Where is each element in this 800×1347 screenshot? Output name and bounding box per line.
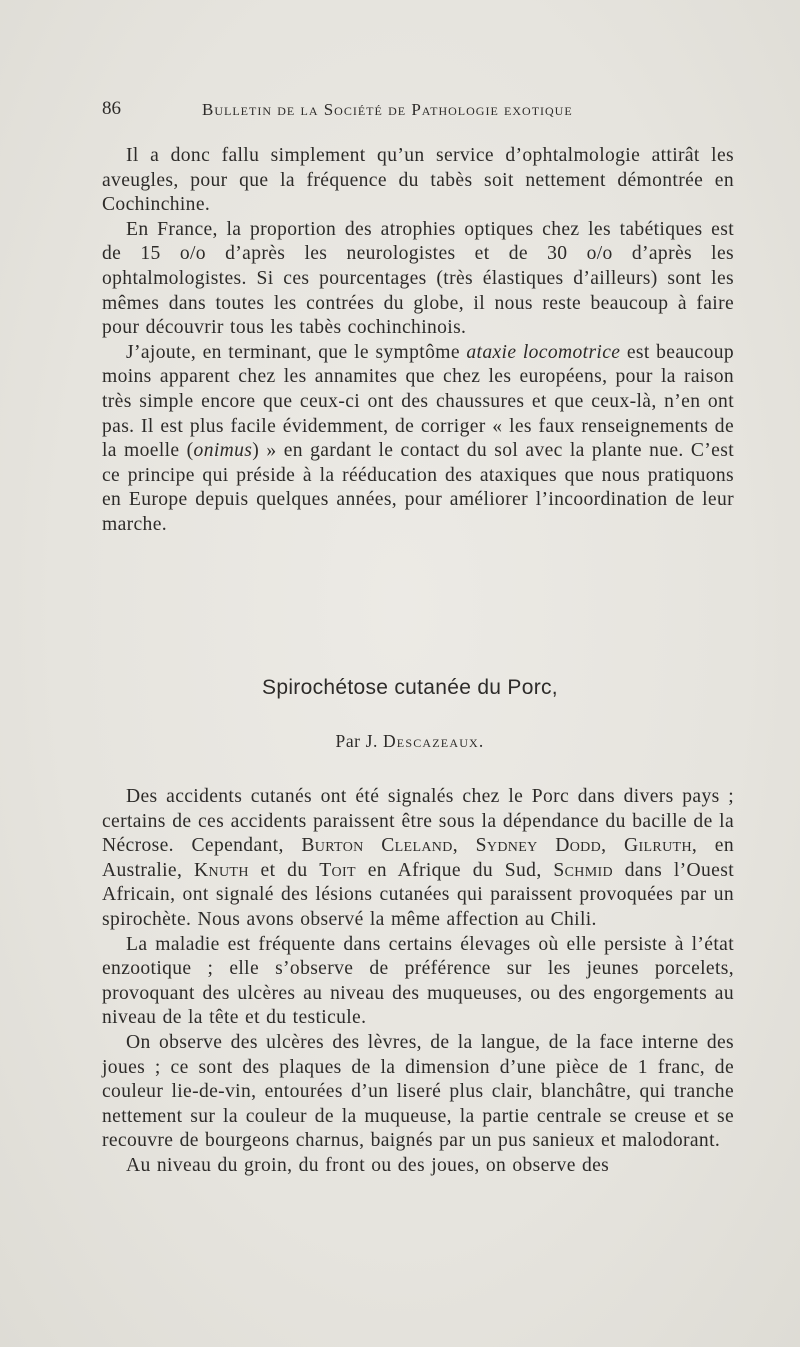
author-name: Descazeaux.: [382, 731, 485, 751]
paragraph: En France, la proportion des atrophies optiques chez les tabétiques est de 15 o/o d’après les neurologistes et de 30 o/o d’après les ophtalmologistes. Si ces pourcentages (très élastiques d’ailleurs) sont les mêmes dans toutes les contrées du globe, il nous reste beaucoup à faire pour découvrir tous les tabès cochinchinois.: [102, 218, 734, 339]
paragraph: Au niveau du groin, du front ou des joues, on observe des: [126, 1154, 610, 1176]
author-name: Schmid: [553, 859, 614, 881]
text-run: et du: [248, 859, 320, 881]
italic-term: onimus: [193, 440, 253, 462]
previous-article-conclusion: [102, 144, 734, 538]
text-run: , en Australie,: [102, 835, 734, 881]
author-name: Burton Cleland: [301, 835, 453, 857]
page-number: 86: [102, 98, 121, 119]
author-name: Sydney Dodd: [475, 835, 602, 857]
text-run: est beaucoup moins apparent chez les annamites que chez les européens, pour la raison très simple encore que ceux-ci ont des chaussures et que ceux-là, n’en ont pas. Il est plus facile évidemment, de corriger « les faux renseignements de la moelle (: [102, 341, 735, 462]
byline-prefix: Par J.: [335, 731, 383, 751]
text-run: en Afrique du Sud,: [355, 859, 554, 881]
byline: [0, 731, 800, 752]
article-title: Spirochétose cutanée du Porc,: [262, 676, 558, 699]
text-run: ) » en gardant le contact du sol avec la plante nue. C’est ce principe qui préside à la rééducation des ataxiques que nous pratiquons en Europe depuis quelques années, pour améliorer l’incoordination de leur marche.: [102, 440, 734, 535]
text-run: ,: [601, 835, 624, 857]
text-run: Des accidents cutanés ont été signalés chez le Porc dans divers pays ; certains de ces accidents paraissent être sous la dépendance du bacille de la Nécrose. Cependant,: [102, 786, 734, 857]
author-name: Knuth: [194, 859, 249, 881]
paragraph: [102, 785, 734, 933]
text-run: ,: [452, 835, 476, 857]
paragraph: Il a donc fallu simplement qu’un service d’ophtalmologie attirât les aveugles, pour que la fréquence du tabès soit nettement démontrée en Cochinchine.: [102, 145, 734, 216]
text-run: J’ajoute, en terminant, que le symptôme: [126, 341, 467, 363]
paragraph: La maladie est fréquente dans certains élevages où elle persiste à l’état enzootique ; elle s’observe de préférence sur les jeunes porcelets, provoquant des ulcères au niveau des muqueuses, ou des engorgements au niveau de la tête et du testicule.: [102, 933, 734, 1029]
paragraph: On observe des ulcères des lèvres, de la langue, de la face interne des joues ; ce sont des plaques de la dimension d’une pièce de 1 franc, de couleur lie-de-vin, entourées d’un liseré plus clair, blanchâtre, qui tranche nettement sur la couleur de la muqueuse, la partie centrale se creuse et se recouvre de bourgeons charnus, baignés par un pus sanieux et malodorant.: [102, 1031, 734, 1152]
running-head: [102, 98, 722, 122]
journal-title: Bulletin de la Société de Pathologie exotique: [202, 100, 573, 119]
article-body: [102, 785, 734, 1179]
text-run: dans l’Ouest Africain, ont signalé des lésions cutanées qui paraissent provoquées par un spirochète. Nous avons observé la même affection au Chili.: [102, 859, 734, 930]
paragraph: [102, 341, 734, 538]
author-name: Toit: [319, 859, 356, 881]
author-name: Gilruth: [623, 835, 692, 857]
italic-term: ataxie locomotrice: [466, 341, 621, 363]
